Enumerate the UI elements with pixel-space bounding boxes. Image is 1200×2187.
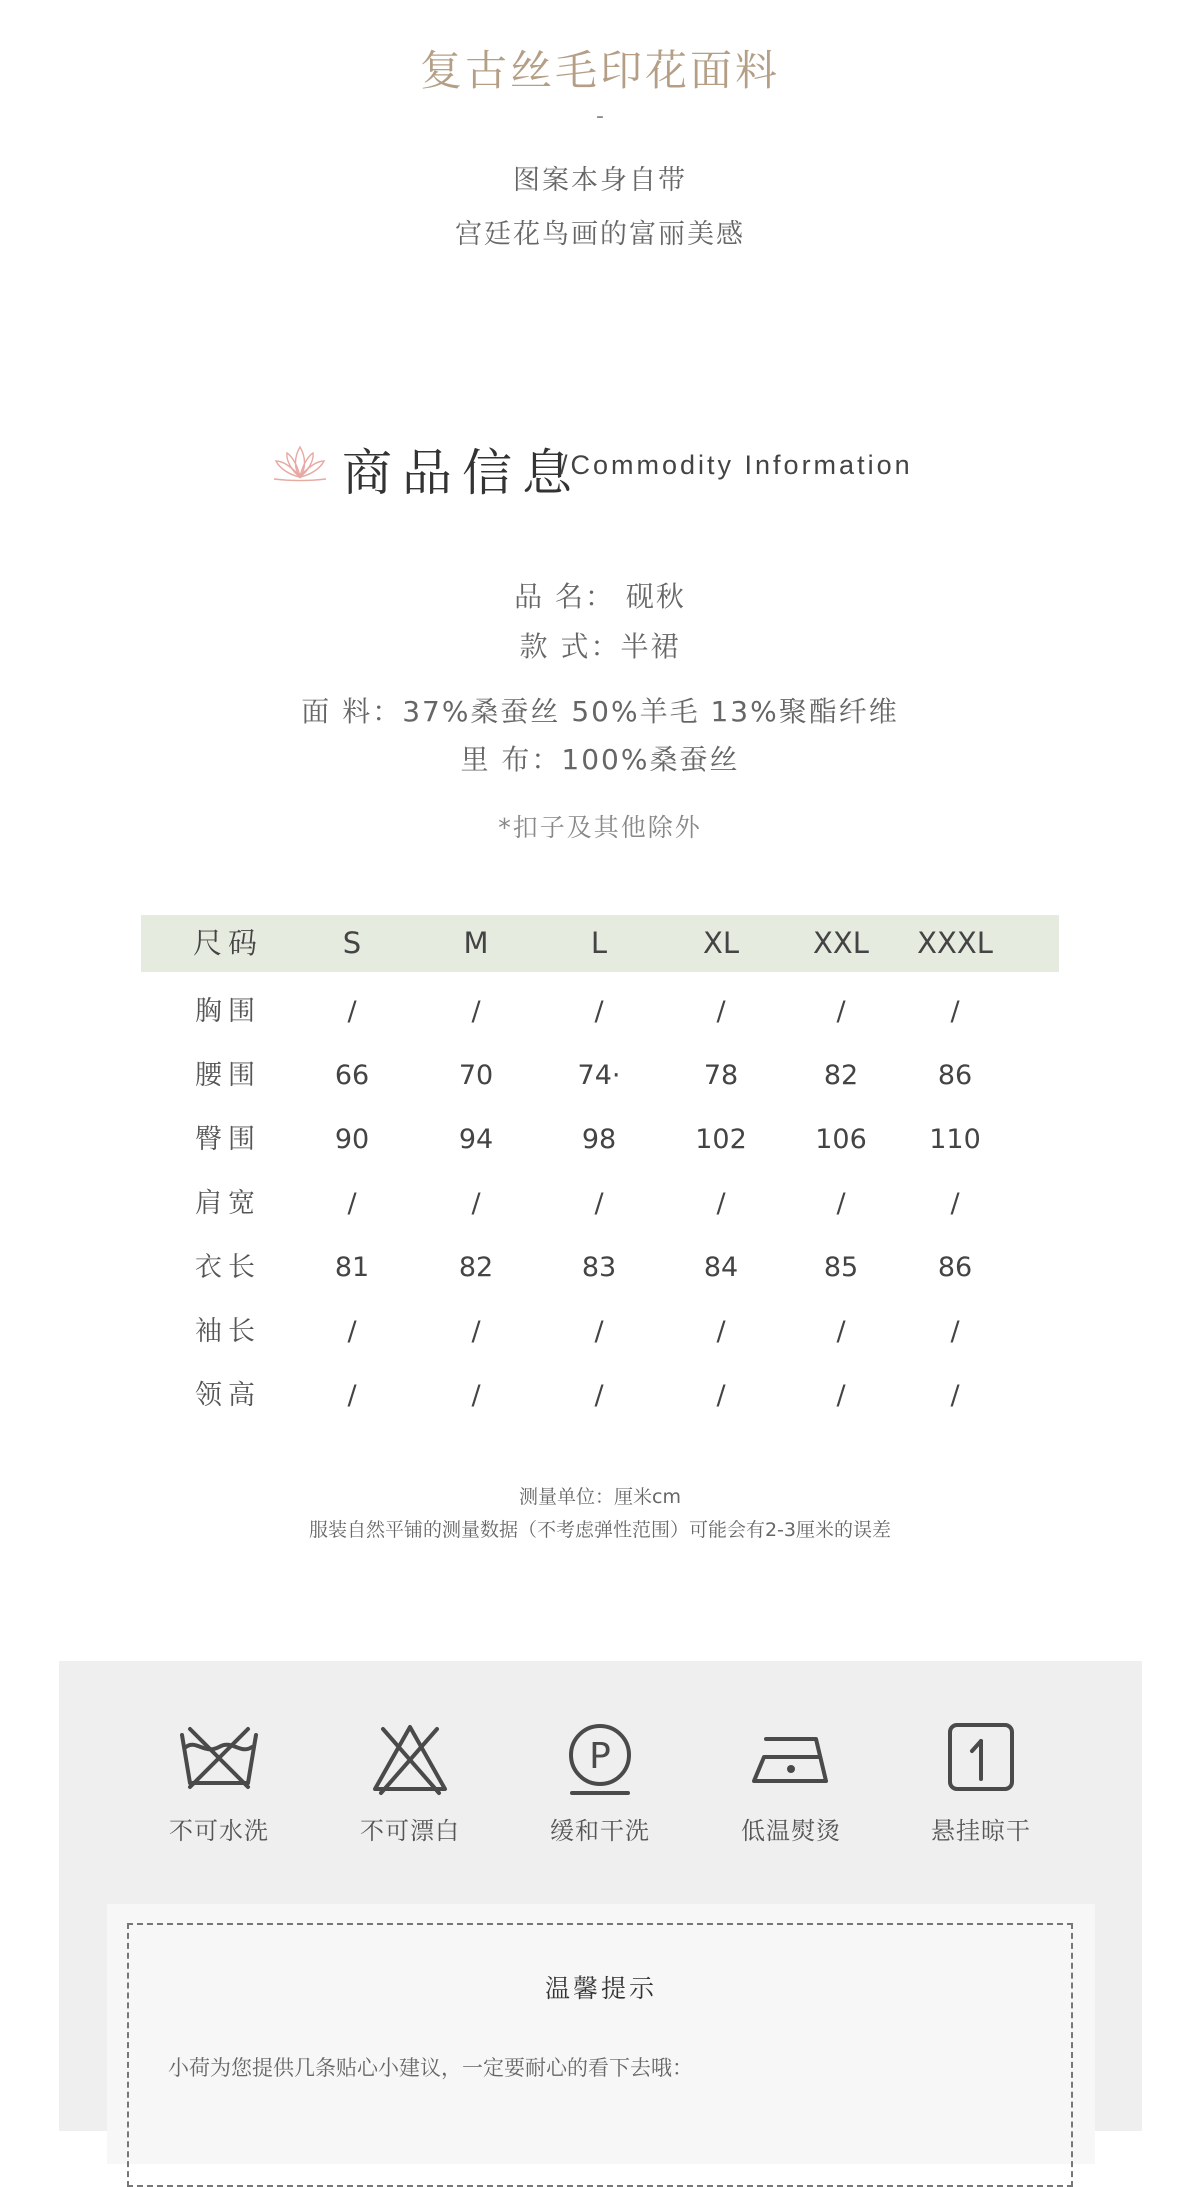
care-item	[911, 1721, 1051, 1846]
table-cell: /	[950, 1380, 960, 1411]
header-cell: XXL	[813, 926, 869, 960]
table-cell: /	[471, 1188, 481, 1219]
care-item	[530, 1721, 670, 1846]
table-cell: 110	[929, 1124, 981, 1155]
fabric-description-line-1: 图案本身自带	[513, 165, 687, 196]
product-name: 品 名： 砚秋	[514, 580, 686, 613]
care-item	[721, 1721, 861, 1846]
table-cell: 85	[823, 1252, 859, 1283]
table-cell: 81	[334, 1252, 370, 1283]
table-cell: /	[471, 1380, 481, 1411]
lotus-icon	[270, 441, 330, 485]
heading-cn: 商品信息	[342, 444, 582, 502]
table-row	[141, 983, 1059, 1047]
table-cell: 86	[937, 1252, 973, 1283]
product-note: *扣子及其他除外	[498, 813, 702, 842]
table-cell: /	[836, 1188, 846, 1219]
size-table-header	[141, 915, 1059, 972]
table-cell: /	[950, 1188, 960, 1219]
table-cell: /	[950, 996, 960, 1027]
table-cell: 106	[815, 1124, 867, 1155]
header-cell: L	[590, 926, 608, 960]
table-row	[141, 1367, 1059, 1431]
table-row	[141, 1239, 1059, 1303]
table-cell: /	[836, 996, 846, 1027]
table-cell: 82	[458, 1252, 494, 1283]
table-cell: 84	[703, 1252, 739, 1283]
header-cell: S	[342, 926, 362, 960]
table-row	[141, 1303, 1059, 1367]
table-cell: /	[836, 1380, 846, 1411]
table-cell: /	[471, 996, 481, 1027]
table-cell: 83	[581, 1252, 617, 1283]
row-label: 肩宽	[195, 1188, 261, 1219]
fabric-title: 复古丝毛印花面料	[419, 46, 780, 95]
product-lining: 里 布：100%桑蚕丝	[460, 743, 740, 776]
dry-clean-p-icon	[557, 1721, 643, 1797]
product-style: 款 式：半裙	[519, 630, 681, 663]
table-cell: 66	[334, 1060, 370, 1091]
row-label: 臀围	[195, 1124, 261, 1155]
heading-en: /Commodity Information	[560, 450, 913, 480]
tips-intro: 小荷为您提供几条贴心小建议，一定要耐心的看下去哦：	[168, 2056, 693, 2080]
tips-title: 温馨提示	[544, 1974, 657, 2003]
table-cell: 70	[458, 1060, 494, 1091]
table-row	[141, 1111, 1059, 1175]
size-table	[141, 915, 1059, 1431]
care-label: 悬挂晾干	[931, 1817, 1031, 1845]
low-iron-icon	[748, 1721, 834, 1797]
header-cell: XXXL	[917, 926, 993, 960]
header-cell: M	[463, 926, 489, 960]
table-cell: 94	[458, 1124, 494, 1155]
table-cell: /	[716, 1188, 726, 1219]
care-label: 低温熨烫	[741, 1817, 841, 1845]
table-cell: 78	[703, 1060, 739, 1091]
care-label: 不可水洗	[169, 1817, 269, 1845]
table-cell: 74·	[577, 1060, 621, 1091]
no-wash-icon	[176, 1721, 262, 1797]
commodity-info-heading	[0, 425, 1200, 505]
table-cell: /	[594, 1188, 604, 1219]
hang-dry-icon	[938, 1721, 1024, 1797]
svg-text:P: P	[589, 1736, 611, 1777]
measurement-note: 服装自然平铺的测量数据（不考虑弹性范围）可能会有2-3厘米的误差	[308, 1519, 892, 1541]
table-cell: /	[347, 1188, 357, 1219]
table-cell: /	[594, 1316, 604, 1347]
fabric-description-line-2: 宫廷花鸟画的富丽美感	[455, 219, 745, 250]
no-bleach-icon	[367, 1721, 453, 1797]
care-label: 不可漂白	[360, 1817, 460, 1845]
table-cell: 86	[937, 1060, 973, 1091]
table-cell: /	[836, 1316, 846, 1347]
table-cell: 82	[823, 1060, 859, 1091]
table-cell: /	[716, 996, 726, 1027]
care-label: 缓和干洗	[550, 1817, 650, 1845]
row-label: 袖长	[195, 1316, 261, 1347]
table-cell: 90	[334, 1124, 370, 1155]
table-cell: /	[471, 1316, 481, 1347]
table-cell: /	[716, 1380, 726, 1411]
table-cell: /	[594, 996, 604, 1027]
table-cell: /	[347, 1380, 357, 1411]
fabric-dash: -	[596, 104, 604, 129]
table-row	[141, 1047, 1059, 1111]
table-cell: 102	[695, 1124, 747, 1155]
row-label: 胸围	[195, 996, 261, 1027]
table-cell: /	[594, 1380, 604, 1411]
header-cell: XL	[702, 926, 740, 960]
care-item	[149, 1721, 289, 1846]
row-label: 衣长	[195, 1252, 261, 1283]
table-cell: /	[347, 1316, 357, 1347]
table-cell: /	[716, 1316, 726, 1347]
table-row	[141, 1175, 1059, 1239]
header-cell: 尺码	[192, 926, 263, 960]
table-cell: /	[950, 1316, 960, 1347]
measurement-unit: 测量单位：厘米cm	[519, 1486, 681, 1508]
table-cell: /	[347, 996, 357, 1027]
row-label: 腰围	[195, 1060, 261, 1091]
row-label: 领高	[195, 1380, 261, 1411]
tips-box	[107, 1904, 1095, 2164]
care-item	[340, 1721, 480, 1846]
product-fabric: 面 料：37%桑蚕丝 50%羊毛 13%聚酯纤维	[301, 695, 899, 728]
table-cell: 98	[581, 1124, 617, 1155]
